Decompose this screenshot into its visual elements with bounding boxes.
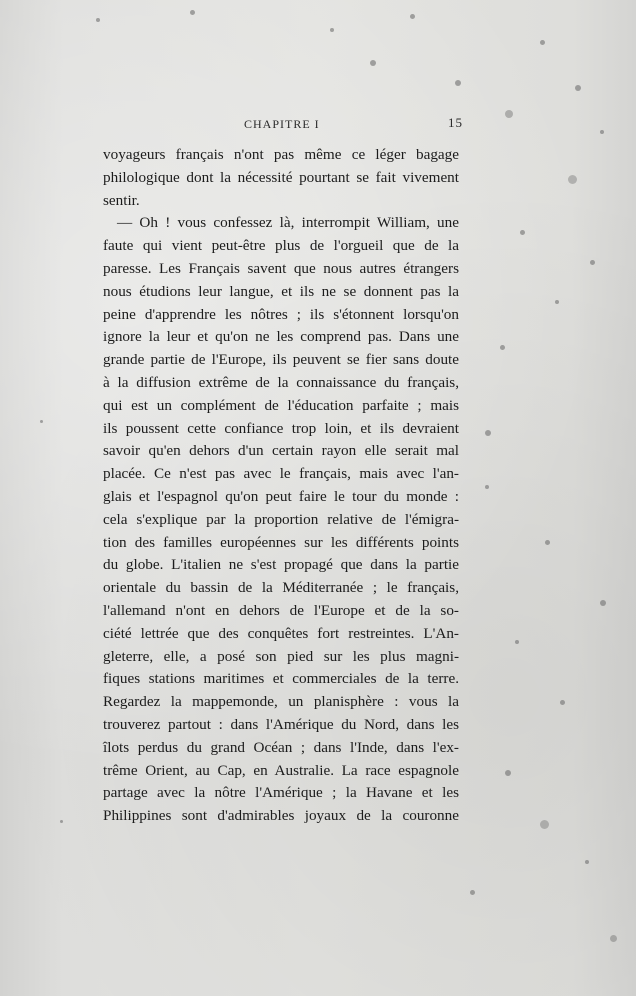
foxing-speck xyxy=(540,40,545,45)
text-line: orientale du bassin de la Méditerranée ; le français, xyxy=(103,579,459,597)
foxing-speck xyxy=(485,430,491,436)
foxing-speck xyxy=(600,600,606,606)
foxing-speck xyxy=(545,540,550,545)
text-line: gleterre, elle, a posé son pied sur les plus magni- xyxy=(103,647,459,665)
text-line: — Oh ! vous confessez là, interrompit William, une xyxy=(117,214,459,232)
text-line: faute qui vient peut-être plus de l'orgueil que de la xyxy=(103,237,459,255)
page-number: 15 xyxy=(448,115,463,130)
foxing-speck xyxy=(505,770,511,776)
foxing-speck xyxy=(610,935,617,942)
foxing-speck xyxy=(555,300,559,304)
foxing-speck xyxy=(410,14,415,19)
foxing-speck xyxy=(330,28,334,32)
body-text xyxy=(103,144,459,828)
text-line: qui est un complément de l'éducation parfaite ; mais xyxy=(103,396,459,414)
text-line: paresse. Les Français savent que nous autres étrangers xyxy=(103,259,459,277)
text-line: savoir qu'en dehors d'un certain rayon elle serait mal xyxy=(103,442,459,460)
running-head: CHAPITRE I xyxy=(244,117,320,131)
text-line: ils poussent cette confiance trop loin, et ils devraient xyxy=(103,419,459,437)
foxing-speck xyxy=(470,890,475,895)
foxing-speck xyxy=(590,260,595,265)
foxing-speck xyxy=(520,230,525,235)
text-line: voyageurs français n'ont pas même ce léger bagage xyxy=(103,146,459,163)
text-line: partage avec la nôtre l'Amérique ; la Havane et les xyxy=(103,784,459,802)
foxing-speck xyxy=(485,485,489,489)
foxing-speck xyxy=(60,820,63,823)
foxing-speck xyxy=(575,85,581,91)
foxing-speck xyxy=(585,860,589,864)
foxing-speck xyxy=(540,820,549,829)
text-line: trouverez partout : dans l'Amérique du Nord, dans les xyxy=(103,715,459,733)
text-line: placée. Ce n'est pas avec le français, mais avec l'an- xyxy=(103,465,459,483)
text-line: fiques stations maritimes et commerciales de la terre. xyxy=(103,670,459,688)
foxing-speck xyxy=(190,10,195,15)
text-line: îlots perdus du grand Océan ; dans l'Inde, dans l'ex- xyxy=(103,738,459,756)
foxing-speck xyxy=(500,345,505,350)
text-line: Regardez la mappemonde, un planisphère : vous la xyxy=(103,693,459,711)
text-line: à la diffusion extrême de la connaissance du français, xyxy=(103,373,459,391)
text-line: du globe. L'italien ne s'est propagé que dans la partie xyxy=(103,556,459,574)
foxing-speck xyxy=(96,18,100,22)
text-line: ciété lettrée que des conquêtes fort restreintes. L'An- xyxy=(103,624,459,642)
text-line: glais et l'espagnol qu'on peut faire le tour du monde : xyxy=(103,487,459,505)
text-line: cela s'explique par la proportion relative de l'émigra- xyxy=(103,510,459,528)
text-line: nous étudions leur langue, et ils ne se donnent pas la xyxy=(103,282,459,300)
text-line: peine d'apprendre les nôtres ; ils s'étonnent lorsqu'on xyxy=(103,305,459,323)
text-line: l'allemand n'ont en dehors de l'Europe et de la so- xyxy=(103,601,459,619)
text-line: grande partie de l'Europe, ils peuvent se fier sans doute xyxy=(103,351,459,369)
text-line: ignore la leur et qu'on ne les comprend pas. Dans une xyxy=(103,328,459,346)
page-header xyxy=(0,115,636,135)
text-line: sentir. xyxy=(103,191,140,209)
text-line: philologique dont la nécessité pourtant se fait vivement xyxy=(103,168,459,186)
text-line: Philippines sont d'admirables joyaux de la couronne xyxy=(103,807,459,825)
foxing-speck xyxy=(455,80,461,86)
foxing-speck xyxy=(560,700,565,705)
foxing-speck xyxy=(515,640,519,644)
foxing-speck xyxy=(370,60,376,66)
text-line: tion des familles européennes sur les différents points xyxy=(103,533,459,551)
foxing-speck xyxy=(40,420,43,423)
text-line: trême Orient, au Cap, en Australie. La race espagnole xyxy=(103,761,459,779)
foxing-speck xyxy=(568,175,577,184)
